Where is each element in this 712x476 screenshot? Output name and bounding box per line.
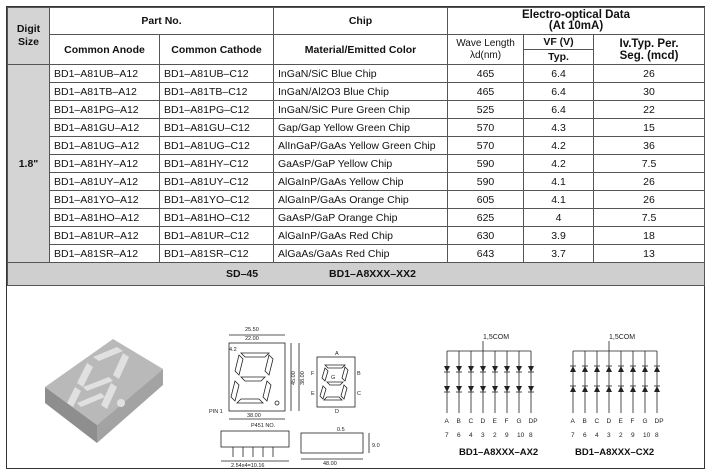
wave-length-value: 605 <box>448 191 524 209</box>
anode-diode <box>468 386 474 392</box>
anode-pin-number: 9 <box>505 432 509 439</box>
cathode-seg-letter: A <box>570 418 575 425</box>
common-anode-part: BD1–A81UB–A12 <box>50 65 160 83</box>
cathode-diode <box>582 366 588 372</box>
common-anode-part: BD1–A81SR–A12 <box>50 245 160 263</box>
common-anode-circuit <box>433 327 553 447</box>
common-cathode-part: BD1–A81HO–C12 <box>160 209 274 227</box>
common-cathode-part: BD1–A81YO–C12 <box>160 191 274 209</box>
anode-com-label: 1,5COM <box>483 334 510 341</box>
cathode-pin-number: 4 <box>595 432 599 439</box>
dim-d2: 9.0 <box>372 443 380 449</box>
wave-length-value: 643 <box>448 245 524 263</box>
wave-length-value: 590 <box>448 155 524 173</box>
vf-value: 4.3 <box>524 119 594 137</box>
anode-seg-letter: F <box>504 418 509 425</box>
cathode-diode <box>618 366 624 372</box>
anode-diode <box>468 366 474 372</box>
iv-label: Iv.Typ. Per. <box>619 37 679 50</box>
common-anode-part: BD1–A81GU–A12 <box>50 119 160 137</box>
anode-pin-number: 4 <box>469 432 473 439</box>
chip-header: Chip <box>274 8 448 35</box>
cathode-caption: BD1–A8XXX–CX2 <box>575 447 655 458</box>
cathode-seg-letter: E <box>618 418 623 425</box>
common-anode-header: Common Anode <box>50 35 160 65</box>
anode-pin-number: 3 <box>481 432 485 439</box>
chip-material: AlGaInP/GaAs Yellow Chip <box>274 173 448 191</box>
part-label: P451 NO. <box>251 423 276 429</box>
table-row <box>8 173 705 191</box>
vf-value: 4.1 <box>524 191 594 209</box>
dim-top-width: 25.50 <box>245 327 259 333</box>
digit-size-header <box>8 8 50 65</box>
vf-value: 4 <box>524 209 594 227</box>
digit-size-header-text: Digit Size <box>16 23 41 48</box>
cathode-pin-number: 3 <box>607 432 611 439</box>
anode-seg-letter: G <box>516 418 522 425</box>
anode-diode <box>504 366 510 372</box>
anode-pin-number: 6 <box>457 432 461 439</box>
common-anode-part: BD1–A81UG–A12 <box>50 137 160 155</box>
common-anode-part: BD1–A81UY–A12 <box>50 173 160 191</box>
chip-material: AlGaInP/GaAs Red Chip <box>274 227 448 245</box>
common-anode-part: BD1–A81YO–A12 <box>50 191 160 209</box>
iv-value: 26 <box>594 191 705 209</box>
cathode-diode <box>570 386 576 392</box>
cathode-diode <box>630 386 636 392</box>
table-row <box>8 65 705 83</box>
cathode-seg-letter: DP <box>654 418 664 425</box>
cathode-diode <box>606 386 612 392</box>
vf-value: 4.1 <box>524 173 594 191</box>
cathode-pin-number: 9 <box>631 432 635 439</box>
vf-value: 4.2 <box>524 155 594 173</box>
chip-material: AlGaAs/GaAs Red Chip <box>274 245 448 263</box>
package-band-cell <box>8 263 705 286</box>
led-dp <box>117 399 125 407</box>
anode-diode <box>456 366 462 372</box>
header-row-2 <box>8 35 705 50</box>
table-row <box>8 227 705 245</box>
cathode-seg-letter: G <box>642 418 648 425</box>
package-code: SD–45 <box>226 268 259 280</box>
vf-value: 6.4 <box>524 101 594 119</box>
wave-length-value: 465 <box>448 65 524 83</box>
body-seg-g: G <box>331 375 336 381</box>
chip-material: AlInGaP/GaAs Yellow Green Chip <box>274 137 448 155</box>
table-row <box>8 155 705 173</box>
anode-pin-number: 2 <box>493 432 497 439</box>
eo-data-header <box>448 8 705 35</box>
material-header: Material/Emitted Color <box>274 35 448 65</box>
anode-seg-letter: D <box>480 418 486 425</box>
wave-length-value: 630 <box>448 227 524 245</box>
cathode-diode <box>594 366 600 372</box>
table-row <box>8 191 705 209</box>
dim-seg-width: 4.2 <box>229 347 237 353</box>
wave-length-label: Wave Length <box>456 37 515 49</box>
common-cathode-part: BD1–A81GU–C12 <box>160 119 274 137</box>
part-no-header: Part No. <box>50 8 274 35</box>
cathode-diode <box>582 386 588 392</box>
iv-value: 18 <box>594 227 705 245</box>
cathode-seg-letter: C <box>594 418 600 425</box>
cathode-diode <box>618 386 624 392</box>
common-cathode-header: Common Cathode <box>160 35 274 65</box>
cathode-seg-letter: B <box>582 418 587 425</box>
anode-diode <box>492 386 498 392</box>
typ-header: Typ. <box>524 50 594 65</box>
wave-length-value: 625 <box>448 209 524 227</box>
body-seg-f: F <box>311 371 315 377</box>
anode-diode <box>528 366 534 372</box>
iv-value: 13 <box>594 245 705 263</box>
anode-pin-number: 7 <box>445 432 449 439</box>
chip-material: GaAsP/GaP Orange Chip <box>274 209 448 227</box>
body-seg-d: D <box>335 409 339 415</box>
common-anode-part: BD1–A81TB–A12 <box>50 83 160 101</box>
cathode-com-label: 1,5COM <box>609 334 636 341</box>
chip-material: GaAsP/GaP Yellow Chip <box>274 155 448 173</box>
wave-length-value: 525 <box>448 101 524 119</box>
anode-diode <box>504 386 510 392</box>
spec-rows <box>8 65 705 263</box>
table-row <box>8 101 705 119</box>
anode-seg-letter: A <box>444 418 449 425</box>
chip-material: AlGaInP/GaAs Orange Chip <box>274 191 448 209</box>
table-row <box>8 209 705 227</box>
common-anode-part: BD1–A81HY–A12 <box>50 155 160 173</box>
vf-value: 6.4 <box>524 83 594 101</box>
common-cathode-circuit <box>559 327 679 447</box>
vf-value: 3.9 <box>524 227 594 245</box>
iv-value: 15 <box>594 119 705 137</box>
body-seg-c: C <box>357 391 361 397</box>
anode-diode <box>480 366 486 372</box>
table-row <box>8 245 705 263</box>
common-cathode-part: BD1–A81UY–C12 <box>160 173 274 191</box>
common-cathode-part: BD1–A81UR–C12 <box>160 227 274 245</box>
cathode-pin-number: 10 <box>643 432 651 439</box>
iv-value: 30 <box>594 83 705 101</box>
cathode-diode <box>642 386 648 392</box>
iv-unit: Seg. (mcd) <box>619 49 679 62</box>
dimension-drawing <box>207 315 387 469</box>
iv-value: 7.5 <box>594 209 705 227</box>
common-cathode-part: BD1–A81PG–C12 <box>160 101 274 119</box>
vf-header: VF (V) <box>524 35 594 50</box>
dim-height-1: 45.00 <box>291 371 297 385</box>
spec-table <box>7 7 705 286</box>
anode-seg-letter: C <box>468 418 474 425</box>
anode-diode <box>444 366 450 372</box>
vf-value: 4.2 <box>524 137 594 155</box>
package-band <box>8 263 705 286</box>
vf-value: 3.7 <box>524 245 594 263</box>
common-cathode-part: BD1–A81UB–C12 <box>160 65 274 83</box>
datasheet <box>6 6 705 469</box>
anode-caption: BD1–A8XXX–AX2 <box>459 447 539 458</box>
wave-length-value: 570 <box>448 137 524 155</box>
cathode-diode <box>654 366 660 372</box>
drawing-area <box>7 313 704 468</box>
anode-diode <box>456 386 462 392</box>
iv-value: 7.5 <box>594 155 705 173</box>
anode-seg-letter: B <box>456 418 461 425</box>
common-anode-part: BD1–A81PG–A12 <box>50 101 160 119</box>
cathode-pin-number: 6 <box>583 432 587 439</box>
cathode-pin-number: 2 <box>619 432 623 439</box>
dim-pitch: 2.54x4=10.16 <box>231 463 265 469</box>
common-cathode-part: BD1–A81TB–C12 <box>160 83 274 101</box>
dim-top-width-2: 22.00 <box>245 336 259 342</box>
header-row-1 <box>8 8 705 35</box>
chip-material: InGaN/Al2O3 Blue Chip <box>274 83 448 101</box>
iv-value: 26 <box>594 65 705 83</box>
wave-length-value: 590 <box>448 173 524 191</box>
cathode-seg-letter: F <box>630 418 635 425</box>
cathode-diode <box>630 366 636 372</box>
body-seg-a: A <box>335 351 339 357</box>
table-row <box>8 83 705 101</box>
chip-material: InGaN/SiC Blue Chip <box>274 65 448 83</box>
cathode-seg-letter: D <box>606 418 612 425</box>
anode-diode <box>516 386 522 392</box>
wave-length-header <box>448 35 524 65</box>
dim-body-length: 48.00 <box>323 461 337 467</box>
series-code: BD1–A8XXX–XX2 <box>329 268 416 280</box>
common-anode-part: BD1–A81HO–A12 <box>50 209 160 227</box>
anode-pin-number: 10 <box>517 432 525 439</box>
chip-material: InGaN/SiC Pure Green Chip <box>274 101 448 119</box>
anode-diode <box>480 386 486 392</box>
anode-seg-letter: E <box>492 418 497 425</box>
anode-diode <box>528 386 534 392</box>
body-seg-e: E <box>311 391 315 397</box>
wave-length-value: 570 <box>448 119 524 137</box>
eo-data-title: Electro-optical Data <box>522 9 631 21</box>
cathode-diode <box>606 366 612 372</box>
dim-foot: 38.00 <box>247 413 261 419</box>
common-cathode-part: BD1–A81HY–C12 <box>160 155 274 173</box>
iv-value: 26 <box>594 173 705 191</box>
iv-value: 36 <box>594 137 705 155</box>
led-display-photo <box>35 327 175 447</box>
cathode-pin-number: 7 <box>571 432 575 439</box>
cathode-diode <box>642 366 648 372</box>
anode-diode <box>516 366 522 372</box>
anode-pin-number: 8 <box>529 432 533 439</box>
common-anode-part: BD1–A81UR–A12 <box>50 227 160 245</box>
cathode-diode <box>594 386 600 392</box>
cathode-pin-number: 8 <box>655 432 659 439</box>
wave-length-value: 465 <box>448 83 524 101</box>
common-cathode-part: BD1–A81SR–C12 <box>160 245 274 263</box>
anode-seg-letter: DP <box>528 418 538 425</box>
pin-label: PIN 1 <box>209 409 223 415</box>
iv-header <box>594 35 705 65</box>
vf-value: 6.4 <box>524 65 594 83</box>
eo-data-condition: (At 10mA) <box>548 20 604 32</box>
digit-size-value: 1.8" <box>8 65 50 263</box>
table-row <box>8 119 705 137</box>
cathode-diode <box>654 386 660 392</box>
common-cathode-part: BD1–A81UG–C12 <box>160 137 274 155</box>
body-seg-b: B <box>357 371 361 377</box>
wave-length-unit: λd(nm) <box>469 49 502 61</box>
table-row <box>8 137 705 155</box>
dim-height-2: 38.00 <box>300 371 306 385</box>
anode-diode <box>492 366 498 372</box>
cathode-diode <box>570 366 576 372</box>
iv-value: 22 <box>594 101 705 119</box>
dim-d1: 0.5 <box>337 427 345 433</box>
anode-diode <box>444 386 450 392</box>
chip-material: Gap/Gap Yellow Green Chip <box>274 119 448 137</box>
